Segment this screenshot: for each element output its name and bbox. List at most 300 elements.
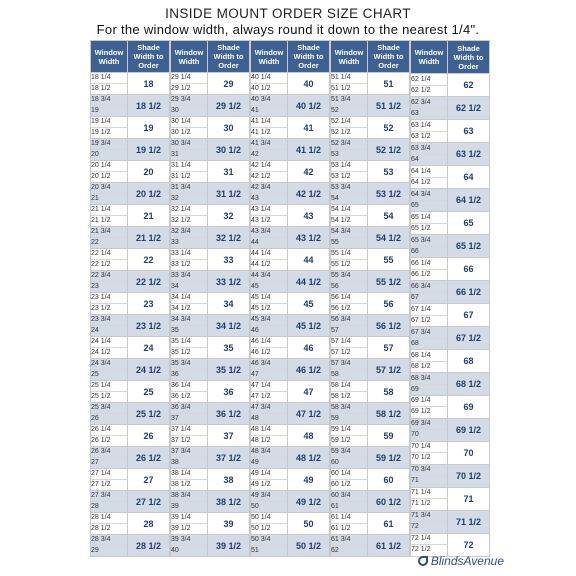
window-width-value: 54: [331, 193, 367, 204]
window-width-value: 58 1/4: [331, 382, 351, 389]
window-width-value: 47 3/4: [251, 404, 271, 411]
table-row: [331, 227, 410, 249]
window-width-value: 68 1/4: [411, 351, 431, 359]
window-width-cell: [411, 235, 448, 258]
window-width-cell: [411, 258, 448, 281]
table-row: [411, 418, 490, 441]
window-width-value: 26 1/4: [91, 426, 111, 433]
window-width-value: 41 1/2: [251, 127, 287, 138]
shade-width-value: 31: [208, 161, 250, 183]
table-row: [91, 359, 170, 381]
window-width-value: 24 1/4: [91, 338, 111, 345]
table-row: [331, 205, 410, 227]
window-width-value: 53 1/2: [331, 171, 367, 182]
window-width-value: 18 1/4: [91, 74, 111, 81]
table-row: [171, 139, 250, 161]
window-width-value: 70 3/4: [411, 466, 431, 474]
window-width-cell: [91, 271, 128, 293]
window-width-cell: [411, 120, 448, 143]
window-width-value: 43 3/4: [251, 228, 271, 235]
window-width-value: 52 3/4: [331, 140, 351, 147]
shade-width-value: 45 1/2: [288, 315, 330, 337]
window-width-cell: [251, 117, 288, 139]
table-row: [251, 183, 330, 205]
shade-width-value: 45: [288, 293, 330, 315]
window-width-value: 41 1/4: [251, 118, 271, 125]
shade-width-value: 63 1/2: [448, 143, 490, 166]
window-width-value: 43: [251, 193, 287, 204]
window-width-value: 28 1/4: [91, 514, 111, 521]
table-row: [331, 315, 410, 337]
table-row: [91, 469, 170, 491]
window-width-value: 48 1/2: [251, 435, 287, 446]
window-width-value: 46 1/2: [251, 347, 287, 358]
window-width-value: 68 3/4: [411, 374, 431, 382]
window-width-value: 60 1/4: [331, 470, 351, 477]
shade-width-value: 44: [288, 249, 330, 271]
shade-width-value: 18 1/2: [128, 95, 170, 117]
table-row: [91, 381, 170, 403]
shade-width-value: 57 1/2: [368, 359, 410, 381]
shade-width-value: 41 1/2: [288, 139, 330, 161]
window-width-value: 59 1/4: [331, 426, 351, 433]
shade-width-value: 53: [368, 161, 410, 183]
shade-width-value: 62: [448, 74, 490, 97]
window-width-value: 51 3/4: [331, 96, 351, 103]
table-row: [331, 271, 410, 293]
window-width-value: 18 3/4: [91, 96, 111, 103]
window-width-value: 39 3/4: [171, 536, 191, 543]
window-width-cell: [91, 249, 128, 271]
shade-width-value: 24 1/2: [128, 359, 170, 381]
shade-width-value: 48 1/2: [288, 447, 330, 469]
shade-width-value: 29: [208, 73, 250, 95]
window-width-value: 30 1/2: [171, 127, 207, 138]
shade-width-value: 44 1/2: [288, 271, 330, 293]
window-width-cell: [171, 469, 208, 491]
shade-width-value: 34: [208, 293, 250, 315]
window-width-value: 31 1/4: [171, 162, 191, 169]
table-row: [251, 271, 330, 293]
window-width-cell: [331, 227, 368, 249]
window-width-value: 25 3/4: [91, 404, 111, 411]
shade-width-value: 43: [288, 205, 330, 227]
window-width-value: 63: [411, 108, 447, 119]
shade-width-value: 32 1/2: [208, 227, 250, 249]
window-width-cell: [171, 491, 208, 513]
size-table-column: [90, 40, 170, 557]
window-width-value: 44 1/2: [251, 259, 287, 270]
shade-width-value: 49: [288, 469, 330, 491]
window-width-cell: [171, 381, 208, 403]
table-row: [91, 73, 170, 95]
window-width-value: 65: [411, 200, 447, 211]
window-width-value: 50 3/4: [251, 536, 271, 543]
window-width-value: 28 3/4: [91, 536, 111, 543]
window-width-value: 55 1/2: [331, 259, 367, 270]
table-row: [171, 403, 250, 425]
table-row: [411, 350, 490, 373]
shade-width-value: 60 1/2: [368, 491, 410, 513]
table-row: [171, 249, 250, 271]
shade-width-value: 25: [128, 381, 170, 403]
shade-width-value: 28: [128, 513, 170, 535]
window-width-value: 23 3/4: [91, 316, 111, 323]
window-width-cell: [91, 73, 128, 95]
window-width-value: 64 3/4: [411, 190, 431, 198]
window-width-value: 20 1/2: [91, 171, 127, 182]
window-width-value: 52: [331, 105, 367, 116]
shade-width-value: 42 1/2: [288, 183, 330, 205]
window-width-cell: [331, 139, 368, 161]
window-width-value: 63 3/4: [411, 144, 431, 152]
size-table-column: [170, 40, 250, 557]
table-row: [411, 281, 490, 304]
table-row: [331, 469, 410, 491]
table-row: [251, 249, 330, 271]
window-width-value: 27: [91, 457, 127, 468]
window-width-cell: [331, 513, 368, 535]
window-width-cell: [411, 441, 448, 464]
window-width-value: 31: [171, 149, 207, 160]
window-width-cell: [411, 189, 448, 212]
table-row: [331, 447, 410, 469]
window-width-cell: [171, 249, 208, 271]
size-table-column: [330, 40, 410, 557]
shade-width-value: 59 1/2: [368, 447, 410, 469]
window-width-value: 69 1/4: [411, 397, 431, 405]
window-width-value: 26: [91, 413, 127, 424]
shade-width-value: 20 1/2: [128, 183, 170, 205]
window-width-value: 18 1/2: [91, 83, 127, 94]
table-row: [251, 293, 330, 315]
window-width-value: 21 3/4: [91, 228, 111, 235]
window-width-cell: [91, 425, 128, 447]
shade-width-value: 55 1/2: [368, 271, 410, 293]
table-row: [331, 425, 410, 447]
window-width-value: 40 1/4: [251, 74, 271, 81]
table-row: [331, 95, 410, 117]
shade-width-value: 64 1/2: [448, 189, 490, 212]
window-width-cell: [171, 73, 208, 95]
window-width-value: 40: [171, 545, 207, 556]
window-width-value: 57: [331, 325, 367, 336]
shade-width-value: 65 1/2: [448, 235, 490, 258]
window-width-value: 68: [411, 338, 447, 349]
table-row: [411, 189, 490, 212]
shade-width-value: 23: [128, 293, 170, 315]
table-row: [411, 74, 490, 97]
window-width-value: 31 3/4: [171, 184, 191, 191]
window-width-value: 65 3/4: [411, 236, 431, 244]
table-row: [251, 425, 330, 447]
table-row: [251, 161, 330, 183]
table-row: [171, 337, 250, 359]
window-width-cell: [251, 469, 288, 491]
shade-width-value: 27: [128, 469, 170, 491]
table-row: [251, 337, 330, 359]
window-width-value: 71 3/4: [411, 512, 431, 520]
window-width-value: 29: [91, 545, 127, 556]
window-width-value: 57 1/4: [331, 338, 351, 345]
window-width-cell: [331, 491, 368, 513]
shade-width-value: 35 1/2: [208, 359, 250, 381]
window-width-value: 63 1/2: [411, 131, 447, 142]
shade-width-value: 69: [448, 395, 490, 418]
shade-width-value: 66 1/2: [448, 281, 490, 304]
window-width-value: 35 1/2: [171, 347, 207, 358]
window-width-cell: [171, 337, 208, 359]
window-width-value: 61 1/4: [331, 514, 351, 521]
shade-width-value: 21 1/2: [128, 227, 170, 249]
window-width-value: 61: [331, 501, 367, 512]
table-row: [331, 513, 410, 535]
window-width-cell: [251, 403, 288, 425]
shade-width-value: 61: [368, 513, 410, 535]
shade-width-value: 58: [368, 381, 410, 403]
window-width-value: 38 1/2: [171, 479, 207, 490]
window-width-cell: [91, 205, 128, 227]
window-width-value: 29 3/4: [171, 96, 191, 103]
table-row: [331, 183, 410, 205]
window-width-value: 20: [91, 149, 127, 160]
window-width-value: 59: [331, 413, 367, 424]
size-table-column: [250, 40, 330, 557]
shade-width-value: 68: [448, 350, 490, 373]
shade-width-value: 54 1/2: [368, 227, 410, 249]
window-width-cell: [251, 139, 288, 161]
window-width-cell: [411, 143, 448, 166]
window-width-cell: [251, 513, 288, 535]
table-row: [171, 95, 250, 117]
table-row: [251, 95, 330, 117]
window-width-cell: [91, 447, 128, 469]
window-width-value: 71: [411, 475, 447, 486]
window-width-value: 47 1/4: [251, 382, 271, 389]
window-width-value: 22 1/4: [91, 250, 111, 257]
shade-width-value: 30: [208, 117, 250, 139]
window-width-value: 52 1/2: [331, 127, 367, 138]
table-row: [251, 447, 330, 469]
shade-width-value: 37 1/2: [208, 447, 250, 469]
window-width-value: 70 1/4: [411, 443, 431, 451]
window-width-value: 65 1/4: [411, 213, 431, 221]
table-row: [91, 95, 170, 117]
window-width-value: 24: [91, 325, 127, 336]
window-width-cell: [251, 491, 288, 513]
window-width-cell: [411, 281, 448, 304]
window-width-value: 57 3/4: [331, 360, 351, 367]
table-row: [411, 464, 490, 487]
table-row: [331, 73, 410, 95]
window-width-value: 47: [251, 369, 287, 380]
table-row: [411, 373, 490, 396]
window-width-value: 33: [171, 237, 207, 248]
window-width-cell: [331, 425, 368, 447]
shade-width-value: 40: [288, 73, 330, 95]
window-width-cell: [91, 381, 128, 403]
window-width-cell: [251, 95, 288, 117]
window-width-value: 52 1/4: [331, 118, 351, 125]
window-width-value: 31 1/2: [171, 171, 207, 182]
window-width-cell: [331, 447, 368, 469]
shade-width-value: 53 1/2: [368, 183, 410, 205]
window-width-value: 69: [411, 384, 447, 395]
window-width-value: 40 3/4: [251, 96, 271, 103]
shade-width-header: Shade Width to Order: [368, 41, 410, 73]
table-row: [171, 227, 250, 249]
table-row: [331, 381, 410, 403]
window-width-cell: [411, 304, 448, 327]
window-width-value: 40 1/2: [251, 83, 287, 94]
shade-width-value: 40 1/2: [288, 95, 330, 117]
window-width-value: 35 3/4: [171, 360, 191, 367]
table-row: [171, 161, 250, 183]
window-width-value: 62 1/4: [411, 75, 431, 83]
table-row: [91, 403, 170, 425]
window-width-value: 36 3/4: [171, 404, 191, 411]
window-width-value: 64 1/4: [411, 167, 431, 175]
window-width-cell: [91, 183, 128, 205]
window-width-value: 70 1/2: [411, 452, 447, 463]
shade-width-value: 19 1/2: [128, 139, 170, 161]
window-width-value: 21 1/2: [91, 215, 127, 226]
window-width-value: 24 3/4: [91, 360, 111, 367]
window-width-header: Window Width: [411, 41, 448, 74]
window-width-value: 49 1/2: [251, 479, 287, 490]
shade-width-value: 48: [288, 425, 330, 447]
window-width-value: 51 1/4: [331, 74, 351, 81]
window-width-cell: [171, 271, 208, 293]
window-width-cell: [331, 337, 368, 359]
table-row: [411, 166, 490, 189]
window-width-value: 37 3/4: [171, 448, 191, 455]
table-row: [331, 491, 410, 513]
table-row: [331, 249, 410, 271]
window-width-cell: [411, 350, 448, 373]
shade-width-value: 66: [448, 258, 490, 281]
window-width-value: 27 1/4: [91, 470, 111, 477]
table-row: [411, 143, 490, 166]
window-width-cell: [91, 403, 128, 425]
shade-width-value: 38 1/2: [208, 491, 250, 513]
window-width-value: 19 1/2: [91, 127, 127, 138]
table-row: [251, 139, 330, 161]
window-width-value: 60 3/4: [331, 492, 351, 499]
window-width-cell: [171, 95, 208, 117]
window-width-value: 34 1/2: [171, 303, 207, 314]
shade-width-value: 35: [208, 337, 250, 359]
window-width-value: 72: [411, 521, 447, 532]
table-row: [411, 395, 490, 418]
window-width-value: 28 1/2: [91, 523, 127, 534]
window-width-value: 71 1/2: [411, 498, 447, 509]
table-row: [91, 315, 170, 337]
window-width-header: Window Width: [171, 41, 208, 73]
window-width-value: 72 1/2: [411, 544, 447, 555]
table-row: [331, 139, 410, 161]
window-width-value: 57 1/2: [331, 347, 367, 358]
table-row: [251, 315, 330, 337]
window-width-cell: [331, 469, 368, 491]
window-width-value: 50: [251, 501, 287, 512]
window-width-value: 44 3/4: [251, 272, 271, 279]
window-width-value: 71 1/4: [411, 489, 431, 497]
window-width-value: 72 1/4: [411, 535, 431, 543]
shade-width-value: 70: [448, 441, 490, 464]
table-row: [171, 447, 250, 469]
window-width-value: 42 1/2: [251, 171, 287, 182]
brand-logo-text: BlindsAvenue: [430, 554, 504, 568]
window-width-cell: [91, 337, 128, 359]
window-width-cell: [91, 513, 128, 535]
table-row: [411, 441, 490, 464]
window-width-value: 61 3/4: [331, 536, 351, 543]
window-width-value: 55: [331, 237, 367, 248]
window-width-cell: [171, 315, 208, 337]
window-width-cell: [91, 293, 128, 315]
window-width-cell: [411, 166, 448, 189]
table-row: [411, 487, 490, 510]
window-width-value: 35: [171, 325, 207, 336]
shade-width-header: Shade Width to Order: [288, 41, 330, 73]
table-row: [171, 535, 250, 557]
window-width-value: 48 3/4: [251, 448, 271, 455]
shade-width-value: 19: [128, 117, 170, 139]
window-width-cell: [411, 74, 448, 97]
shade-width-header: Shade Width to Order: [448, 41, 490, 74]
window-width-value: 46: [251, 325, 287, 336]
shade-width-value: 22: [128, 249, 170, 271]
window-width-value: 49 1/4: [251, 470, 271, 477]
shade-width-value: 67 1/2: [448, 327, 490, 350]
table-row: [251, 469, 330, 491]
window-width-value: 32: [171, 193, 207, 204]
window-width-value: 20 1/4: [91, 162, 111, 169]
shade-width-value: 31 1/2: [208, 183, 250, 205]
window-width-value: 38 3/4: [171, 492, 191, 499]
table-row: [91, 161, 170, 183]
table-row: [331, 161, 410, 183]
shade-width-value: 26 1/2: [128, 447, 170, 469]
window-width-value: 53: [331, 149, 367, 160]
shade-width-value: 24: [128, 337, 170, 359]
shade-width-value: 34 1/2: [208, 315, 250, 337]
window-width-cell: [331, 205, 368, 227]
shade-width-value: 38: [208, 469, 250, 491]
window-width-value: 39 1/4: [171, 514, 191, 521]
table-row: [251, 117, 330, 139]
table-row: [91, 249, 170, 271]
brand-logo: [418, 554, 504, 568]
window-width-cell: [171, 205, 208, 227]
window-width-value: 20 3/4: [91, 184, 111, 191]
shade-width-value: 26: [128, 425, 170, 447]
table-row: [91, 183, 170, 205]
window-width-cell: [331, 249, 368, 271]
logo-icon: [418, 556, 428, 566]
window-width-value: 30: [171, 105, 207, 116]
window-width-header: Window Width: [91, 41, 128, 73]
window-width-cell: [251, 359, 288, 381]
window-width-value: 51 1/2: [331, 83, 367, 94]
window-width-cell: [91, 315, 128, 337]
window-width-value: 64: [411, 154, 447, 165]
table-row: [251, 403, 330, 425]
window-width-cell: [251, 205, 288, 227]
table-row: [331, 535, 410, 557]
window-width-value: 39: [171, 501, 207, 512]
